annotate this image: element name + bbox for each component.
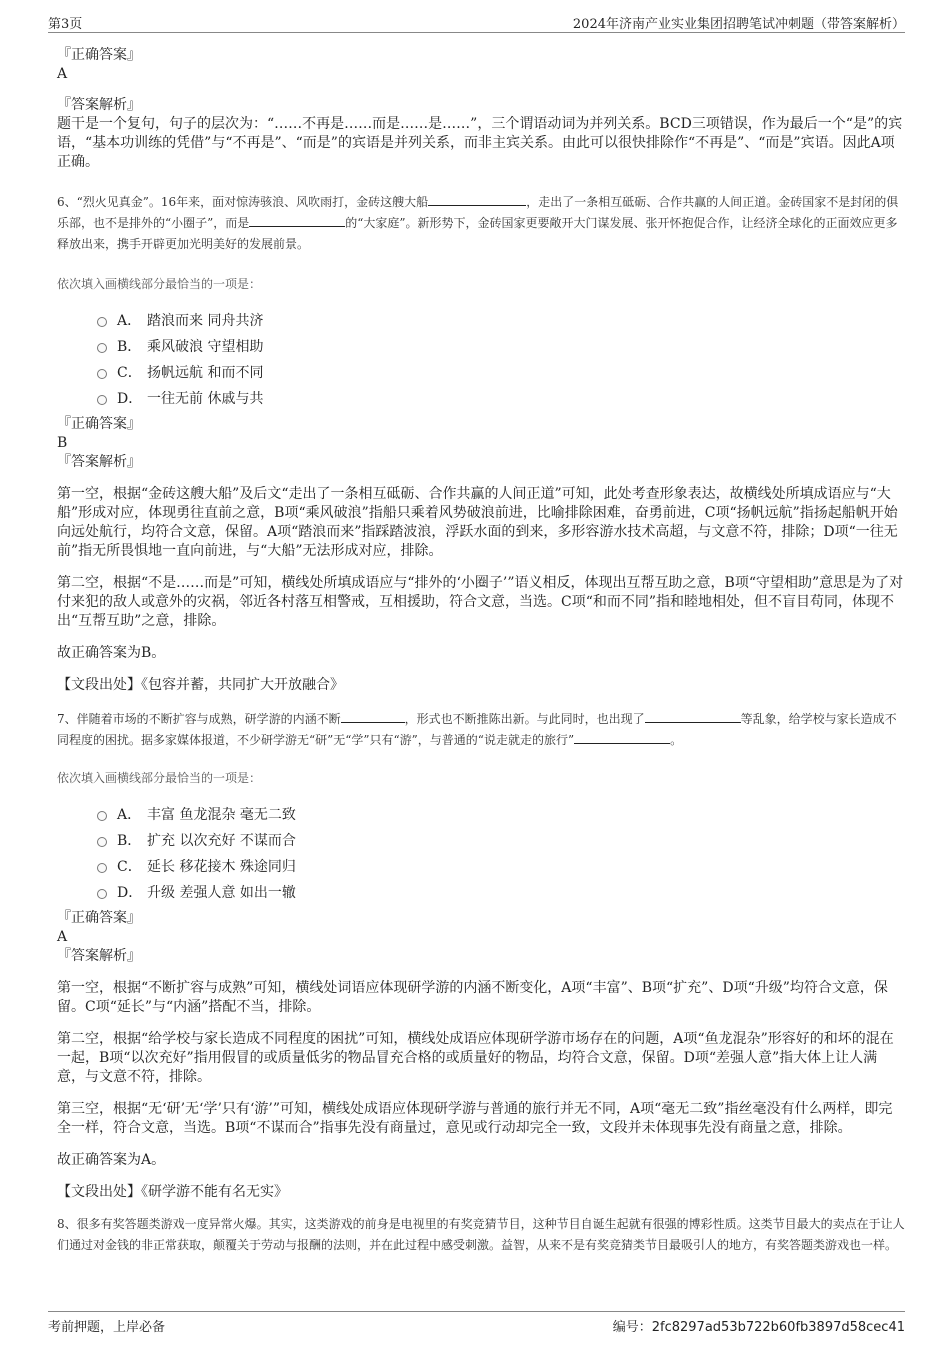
radio-icon[interactable] (97, 811, 107, 821)
q7-prompt: 依次填入画横线部分最恰当的一项是： (57, 771, 262, 785)
q7-option-a[interactable]: A． 丰富 鱼龙混杂 毫无二致 (97, 801, 905, 827)
q7-explanation-p2: 第二空，根据“给学校与家长造成不同程度的困扰”可知，横线处成语应体现研学游市场存在的问题，A项“鱼龙混杂”形容好的和坏的混在一起，B项“以次充好”指用假冒的或质量低劣的物品冒充合格的或质量好的物品，均符合文意，保留。D项“差强人意”指大体上让人满意，与文意不符，排除。 (57, 1031, 894, 1085)
radio-icon[interactable] (97, 837, 107, 847)
radio-icon[interactable] (97, 343, 107, 353)
document-code: 编号：2fc8297ad53b722b60fb3897d58cec41 (612, 1320, 905, 1335)
q6-explanation-p2: 第二空，根据“不是……而是”可知，横线处所填成语应与“排外的‘小圈子’”语义相反，体现出互帮互助之意，B项“守望相助”意思是为了对付来犯的敌人或意外的灾祸，邻近各村落互相警戒，互相援助，符合文意，当选。C项“和而不同”指和睦地相处，但不盲目苟同，体现不出“互帮互助”之意，排除。 (57, 575, 904, 629)
page-number: 第3页 (48, 17, 83, 32)
q7-conclusion: 故正确答案为A。 (57, 1152, 166, 1168)
correct-answer-label: 『正确答案』 (57, 47, 141, 63)
q6-options (57, 307, 905, 411)
q6-correct-answer: B (57, 435, 68, 451)
explanation-text: 题干是一个复句，句子的层次为：“……不再是……而是……是……”，三个谓语动词为并列关系。BCD三项错误，作为最后一个“是”的宾语，“基本功训练的凭借”与“不再是”、“而是”的宾语是并列关系，而非主宾关系。由此可以很快排除作“不再是”、“而是”宾语。因此A项正确。 (57, 116, 903, 170)
q6-correct-answer-label: 『正确答案』 (57, 416, 141, 432)
q7-options (57, 801, 905, 905)
q6-option-c[interactable]: C． 扬帆远航 和而不同 (97, 359, 905, 385)
q6-stem-part2: ，走出了一条相互砥砺、合作共赢的人间正道。金砖国家不是封闭的俱乐部，也不是排外的“小圈子”，而是 (57, 195, 899, 230)
q6-explanation-p1: 第一空，根据“金砖这艘大船”及后文“走出了一条相互砥砺、合作共赢的人间正道”可知，此处考查形象表达，故横线处所填成语应与“大船”形成对应，体现勇往直前之意，B项“乘风破浪”指船只乘着风势破浪前进，比喻排除困难，奋勇前进，C项“扬帆远航”指扬起船帆开始向远处航行，均符合文意，保留。A项“踏浪而来”指踩踏波浪，浮跃水面的到来，多形容游水技术高超，与文意不符，排除；D项“一往无前”指无所畏惧地一直向前进，与“大船”无法形成对应，排除。 (57, 486, 898, 559)
q7-correct-answer-label: 『正确答案』 (57, 910, 141, 926)
q7-source: 【文段出处】《研学游不能有名无实》 (57, 1184, 288, 1200)
q7-blank-3 (574, 731, 670, 744)
q6-blank-2 (249, 214, 345, 227)
page-footer (48, 1311, 905, 1334)
radio-icon[interactable] (97, 317, 107, 327)
correct-answer: A (57, 66, 68, 82)
q6-source: 【文段出处】《包容并蓄，共同扩大开放融合》 (57, 677, 344, 693)
footer-slogan: 考前押题，上岸必备 (48, 1320, 166, 1335)
q6-explanation-label: 『答案解析』 (57, 454, 141, 470)
question-7-stem: 7、伴随着市场的不断扩容与成熟，研学游的内涵不断 ，形式也不断推陈出新。与此同时，也出现了 等乱象，给学校与家长造成不同程度的困扰。据多家媒体报道，不少研学游无“研”无“学”只有“游”，与普通的“说走就走的旅行” 。 (57, 712, 897, 747)
page-content (57, 46, 905, 1256)
q6-stem-part3: 的“大家庭”。新形势下，金砖国家更要敞开大门谋发展、张开怀抱促合作，让经济全球化的正面效应更多释放出来，携手开辟更加光明美好的发展前景。 (57, 216, 898, 251)
explanation-label: 『答案解析』 (57, 97, 141, 113)
q6-prompt: 依次填入画横线部分最恰当的一项是： (57, 277, 262, 291)
radio-icon[interactable] (97, 395, 107, 405)
q7-correct-answer: A (57, 929, 68, 945)
radio-icon[interactable] (97, 889, 107, 899)
question-6-stem (57, 192, 905, 255)
q6-stem-part1: 6、“烈火见真金”。16年来，面对惊涛骇浪、风吹雨打，金砖这艘大船 (57, 195, 429, 209)
radio-icon[interactable] (97, 369, 107, 379)
q7-option-b[interactable]: B． 扩充 以次充好 不谋而合 (97, 827, 905, 853)
q7-blank-1 (341, 710, 405, 723)
q7-option-c[interactable]: C． 延长 移花接木 殊途同归 (97, 853, 905, 879)
q7-option-d[interactable]: D． 升级 差强人意 如出一辙 (97, 879, 905, 905)
q7-blank-2 (645, 710, 741, 723)
q7-explanation-p3: 第三空，根据“无‘研’无‘学’只有‘游’”可知，横线处成语应体现研学游与普通的旅行并无不同，A项“毫无二致”指丝毫没有什么两样，即完全一样，符合文意，当选。B项“不谋而合”指事先没有商量过，意见或行动却完全一致，文段并未体现事先没有商量之意，排除。 (57, 1101, 893, 1136)
q6-option-a[interactable]: A． 踏浪而来 同舟共济 (97, 307, 905, 333)
radio-icon[interactable] (97, 863, 107, 873)
q6-option-b[interactable]: B． 乘风破浪 守望相助 (97, 333, 905, 359)
page-header (48, 10, 905, 33)
q6-blank-1 (428, 193, 526, 206)
q6-conclusion: 故正确答案为B。 (57, 645, 166, 661)
q7-explanation-p1: 第一空，根据“不断扩容与成熟”可知，横线处词语应体现研学游的内涵不断变化，A项“丰富”、B项“扩充”、D项“升级”均符合文意，保留。C项“延长”与“内涵”搭配不当，排除。 (57, 980, 888, 1015)
document-title: 2024年济南产业实业集团招聘笔试冲刺题（带答案解析） (572, 17, 905, 32)
q6-option-d[interactable]: D． 一往无前 休戚与共 (97, 385, 905, 411)
q7-explanation-label: 『答案解析』 (57, 948, 141, 964)
question-8-stem: 8、很多有奖答题类游戏一度异常火爆。其实，这类游戏的前身是电视里的有奖竞猜节目，这种节目自诞生起就有很强的博彩性质。这类节目最大的卖点在于让人们通过对金钱的非正常获取，颠覆关于劳动与报酬的法则，并在此过程中感受刺激。益智，从来不是有奖竞猜类节目最吸引人的地方，有奖答题类游戏也一样。 (57, 1217, 905, 1252)
